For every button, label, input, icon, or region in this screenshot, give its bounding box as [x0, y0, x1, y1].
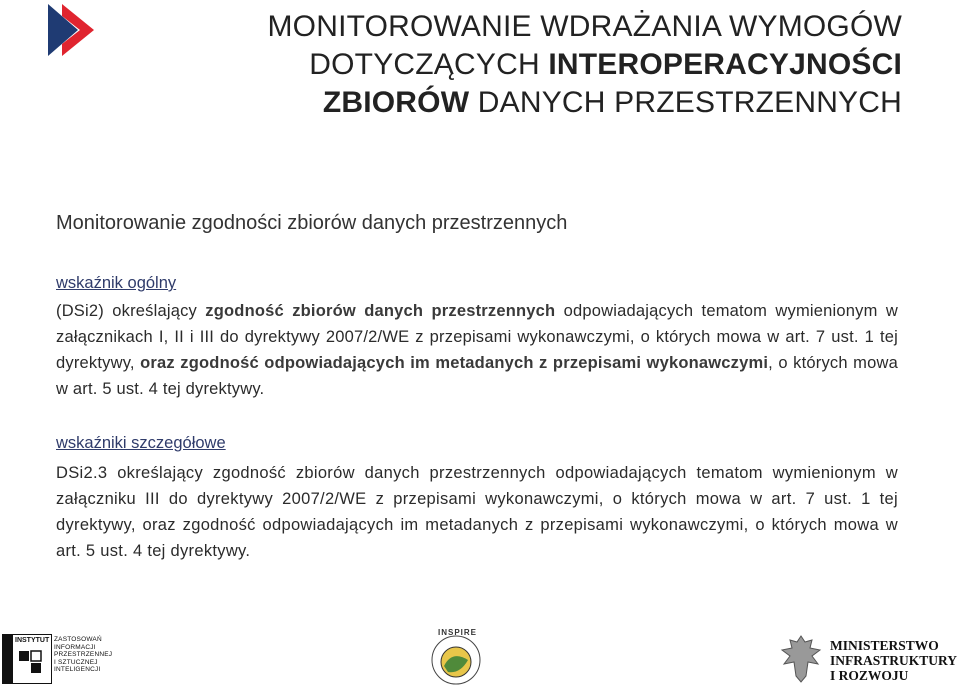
- general-part-4-emphasis: oraz zgodność odpowiadających im metadanych z przepisami wykonawczymi: [140, 354, 769, 372]
- detail-indicator-label: [56, 434, 898, 453]
- inspire-wordmark: INSPIRE: [438, 628, 478, 637]
- page-title: [82, 8, 902, 122]
- general-indicator-label: [56, 274, 898, 293]
- institute-symbol-icon: [17, 649, 47, 679]
- institute-names: [54, 636, 112, 674]
- section-heading: Monitorowanie zgodności zbiorów danych przestrzennych: [56, 212, 568, 234]
- title-line-2-plain: DOTYCZĄCYCH: [309, 48, 549, 81]
- title-line-3: [82, 84, 902, 122]
- institute-name-line: PRZESTRZENNEJ: [54, 651, 113, 658]
- general-part-3: odpowiadających tematom wymienionym w załącznikach I, II i III do dyrektywy 2007/2/WE z przepisami wykonawczymi, o których mowa w art. 7 ust. 1 tej dyrektywy,: [56, 302, 898, 372]
- institute-name-line: INTELIGENCJI: [54, 666, 101, 673]
- title-line-3-plain: DANYCH PRZESTRZENNYCH: [469, 86, 902, 119]
- institute-name-line: ZASTOSOWAŃ: [54, 636, 102, 643]
- institute-name-line: I SZTUCZNEJ: [54, 658, 98, 666]
- ministry-logo: [776, 632, 960, 688]
- institute-logo: [2, 634, 113, 684]
- ministry-name-line: INFRASTRUKTURY: [830, 653, 958, 668]
- institute-logo-box-icon: [2, 634, 52, 684]
- general-indicator-link: wskaźnik ogólny: [56, 274, 177, 292]
- ministry-name-line: I ROZWOJU: [830, 668, 909, 683]
- title-line-2: [82, 46, 902, 84]
- general-part-2-emphasis: zgodność zbiorów danych przestrzennych: [205, 302, 556, 320]
- title-line-2-bold: INTEROPERACYJNOŚCI: [548, 48, 902, 81]
- ministry-name: [830, 638, 957, 683]
- footer-logos: [0, 628, 960, 689]
- institute-name-line: INFORMACJI: [54, 643, 96, 651]
- title-line-1: MONITOROWANIE WDRAŻANIA WYMOGÓW: [267, 10, 902, 43]
- general-indicator-text: [56, 298, 898, 402]
- general-part-1: (DSi2) określający: [56, 302, 206, 320]
- inspire-logo: [420, 626, 492, 690]
- institute-logo-bar: [3, 635, 13, 683]
- title-line-3-bold: ZBIORÓW: [322, 86, 470, 119]
- ministry-name-line: MINISTERSTWO: [830, 638, 939, 653]
- detail-indicator-link: wskaźniki szczegółowe: [56, 434, 226, 452]
- general-part-5: , o których mowa w art. 5 ust. 4 tej dyrektywy.: [56, 354, 898, 398]
- detail-indicator-text: DSi2.3 określający zgodność zbiorów danych przestrzennych odpowiadających tematom wymienionym w załączniku III do dyrektywy 2007/2/WE z przepisami wykonawczymi, o których mowa w art. 7 ust. 1 tej dyrektywy, oraz zgodność odpowiadających im metadanych z przepisami wykonawczymi, o których mowa w art. 5 ust. 4 tej dyrektywy.: [56, 464, 898, 560]
- eagle-emblem-icon: [776, 632, 826, 686]
- institute-word: INSTYTUT: [15, 637, 50, 644]
